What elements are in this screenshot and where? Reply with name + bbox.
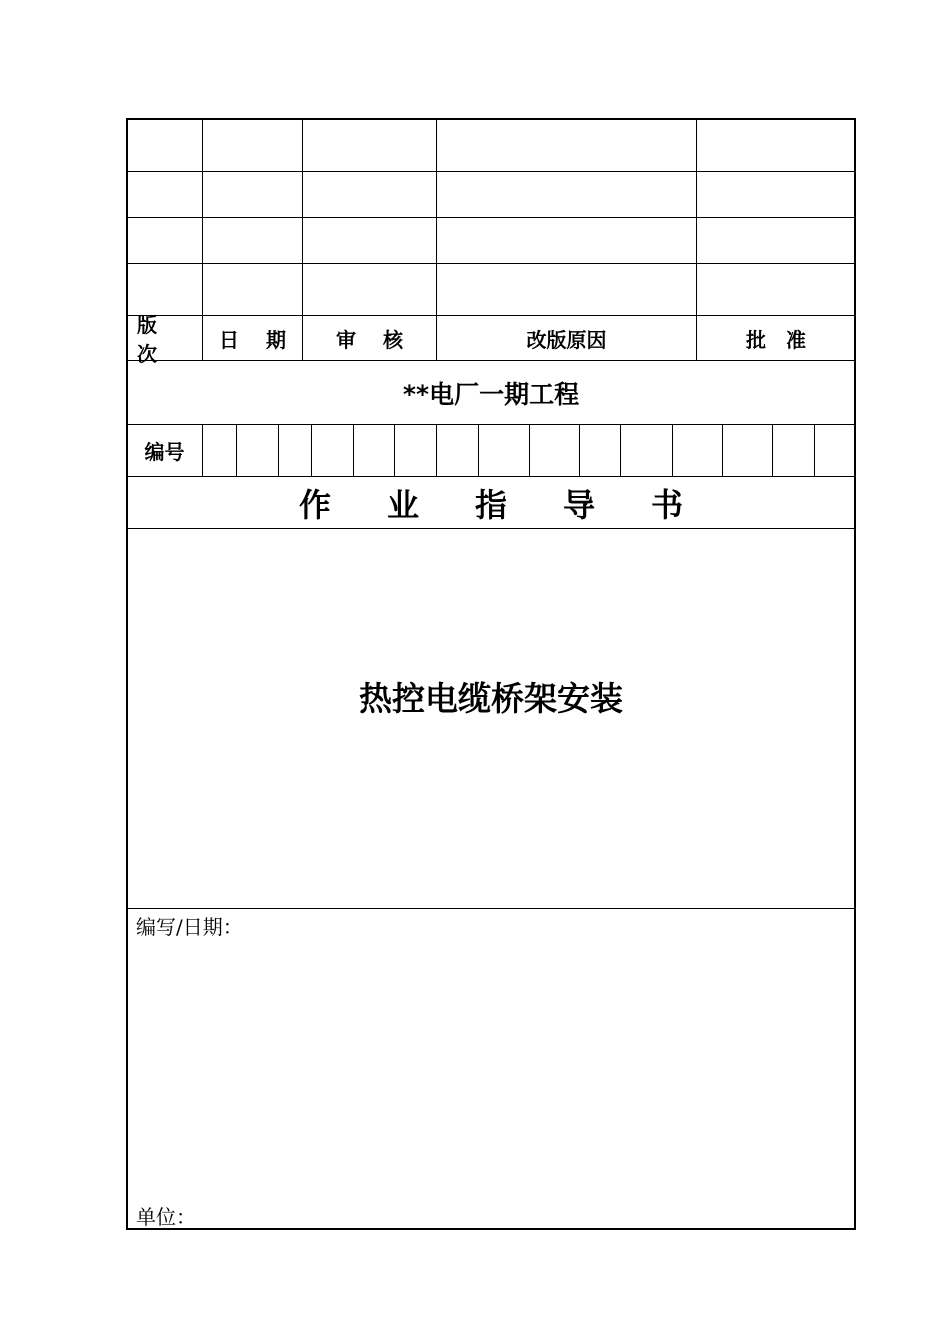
doc-type-char: 作 <box>299 485 332 524</box>
code-box-divider <box>478 425 479 476</box>
header-date: 日 期 <box>219 327 296 352</box>
code-box-divider <box>236 425 237 476</box>
author-date-label: 编写/日期： <box>136 915 243 939</box>
doc-type-row <box>127 477 855 528</box>
rule-row-2 <box>127 217 855 218</box>
project-name: **电厂一期工程 <box>402 379 580 409</box>
document-title: 热控电缆桥架安装 <box>359 678 623 718</box>
code-box-divider <box>579 425 580 476</box>
rule-title-bottom <box>127 908 855 909</box>
doc-type-heading <box>299 480 683 526</box>
doc-type-char: 指 <box>474 485 507 524</box>
code-label: 编号 <box>144 440 185 464</box>
rule-row-1 <box>127 171 855 172</box>
code-box-divider <box>620 425 621 476</box>
code-box-divider <box>394 425 395 476</box>
header-review: 审 核 <box>336 327 413 352</box>
code-box-divider <box>436 425 437 476</box>
code-box-divider <box>311 425 312 476</box>
code-box-divider <box>814 425 815 476</box>
doc-type-char: 业 <box>386 485 419 524</box>
code-box-divider <box>672 425 673 476</box>
header-revision-reason: 改版原因 <box>526 327 607 352</box>
header-version: 版 次 <box>137 313 167 366</box>
unit-label: 单位： <box>136 1205 196 1229</box>
code-box-divider <box>278 425 279 476</box>
code-box-divider <box>353 425 354 476</box>
code-box-divider <box>202 425 203 476</box>
rule-row-3 <box>127 263 855 264</box>
code-box-divider <box>722 425 723 476</box>
doc-type-char: 导 <box>562 485 595 524</box>
code-box-divider <box>529 425 530 476</box>
rule-doctype-bottom <box>127 528 855 529</box>
header-approve: 批 准 <box>746 327 806 352</box>
code-box-divider <box>772 425 773 476</box>
doc-type-char: 书 <box>650 485 683 524</box>
